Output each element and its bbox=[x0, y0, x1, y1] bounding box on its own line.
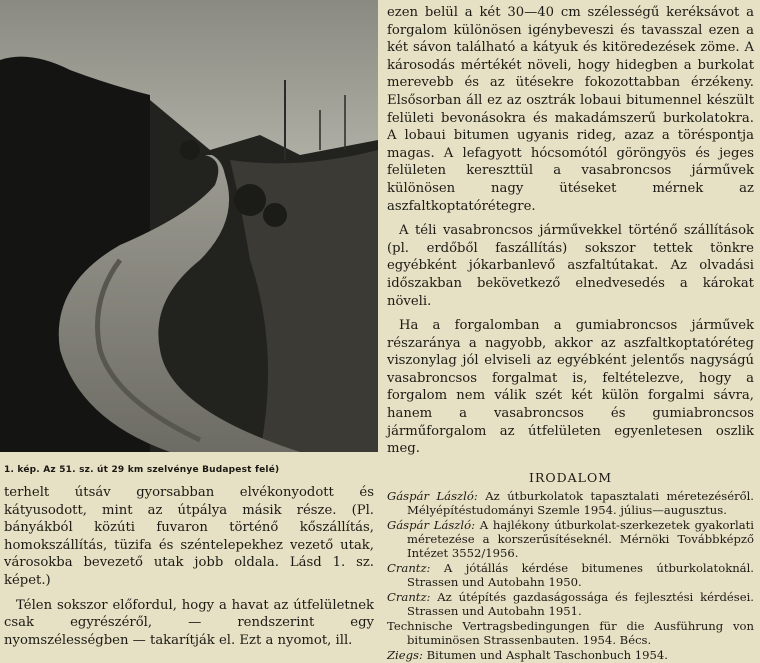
reference-author: Ziegs: bbox=[387, 647, 423, 662]
reference-author: Crantz: bbox=[387, 589, 431, 604]
reference-author: Gáspár László: bbox=[387, 488, 478, 503]
paragraph: ezen belül a két 30—40 cm szélességű keréksávot a forgalom különösen igénybeveszi és tavasszal ezen a két sávon található a kátyuk és kitöredezések zöme. A károsodás mértékét növeli, hogy hidegben a burkolat merevebb és az ütésekre fokozottabban érzékeny. Elsősorban áll ez az osztrák lobaui bitumennel készült felületi bevonásokra és makadámszerű burkolatokra. A lobaui bitumen ugyanis rideg, azaz a töréspontja magas. A lefagyott hócsomótól göröngyös és jeges felületen kereszttül a vasabroncsos járművek különösen nagy ütéseket mérnek az aszfaltkoptatórétegre. bbox=[387, 5, 754, 214]
reference-item bbox=[387, 518, 754, 560]
reference-text: Technische Vertragsbedingungen für die Ausführung von bituminösen Strassenbauten. 1954. Bécs. bbox=[387, 618, 754, 647]
reference-item bbox=[387, 489, 754, 517]
paragraph: Ha a forgalomban a gumiabroncsos járművek részaránya a nagyobb, akkor az aszfaltkoptatóréteg viszonylag jól elviseli az egyébként jelentős nagyságú vasabroncsos forgalmat is, feltételezve, hogy a forgalom nem válik szét két külön forgalmi sávra, hanem a vasabroncsos és gumiabroncsos járműforgalom az útfelületen egyenletesen oszlik meg. bbox=[387, 318, 754, 457]
reference-item bbox=[387, 590, 754, 618]
reference-item bbox=[387, 648, 754, 662]
reference-text: A hajlékony útburkolat-szerkezetek gyakorlati méretezése a korszerűsítéseknél. Mérnöki Továbbképző Intézet 3552/1956. bbox=[407, 517, 754, 560]
reference-text: A jótállás kérdése bitumenes útburkolatoknál. Strassen und Autobahn 1950. bbox=[407, 560, 754, 589]
right-column-text bbox=[387, 4, 754, 458]
paragraph: terhelt útsáv gyorsabban elvékonyodott és kátyusodott, mint az útpálya másik része. (Pl. bányákból közúti fuvaron történő kőszállítás, homokszállítás, tüzifa és széntelepekhez vezető utak, városokba bevezető utak jobb oldala. Lásd 1. sz. képet.) bbox=[4, 485, 374, 588]
left-column-text bbox=[4, 484, 374, 649]
reference-item bbox=[387, 619, 754, 647]
references-list bbox=[387, 489, 754, 662]
reference-text: Bitumen und Asphalt Taschonbuch 1954. bbox=[422, 647, 668, 662]
reference-text: Az útburkolatok tapasztalati méretezéséről. Mélyépítéstudományi Szemle 1954. július—augusztus. bbox=[407, 488, 754, 517]
figure-caption: 1. kép. Az 51. sz. út 29 km szelvénye Budapest felé) bbox=[4, 465, 280, 475]
right-column bbox=[387, 4, 754, 663]
reference-author: Crantz: bbox=[387, 560, 431, 575]
reference-text: Az útépítés gazdaságossága és fejlesztési kérdései. Strassen und Autobahn 1951. bbox=[407, 589, 754, 618]
road-photo bbox=[0, 0, 378, 452]
reference-item bbox=[387, 561, 754, 589]
references-heading: IRODALOM bbox=[529, 469, 612, 485]
reference-author: Gáspár László: bbox=[387, 517, 476, 532]
paragraph: A téli vasabroncsos járművekkel történő szállítások (pl. erdőből faszállítás) sokszor tettek tönkre egyébként jókarbanlevő aszfaltútakat. Az olvadási időszakban bekövetkező elnedvesedés a károkat növeli. bbox=[387, 223, 754, 309]
road-photo-drawing bbox=[0, 0, 378, 452]
paragraph: Télen sokszor előfordul, hogy a havat az útfelületnek csak egyrészéről, — rendszerint egy nyomszélességben — takarítják el. Ezt a nyomot, ill. bbox=[4, 597, 374, 648]
